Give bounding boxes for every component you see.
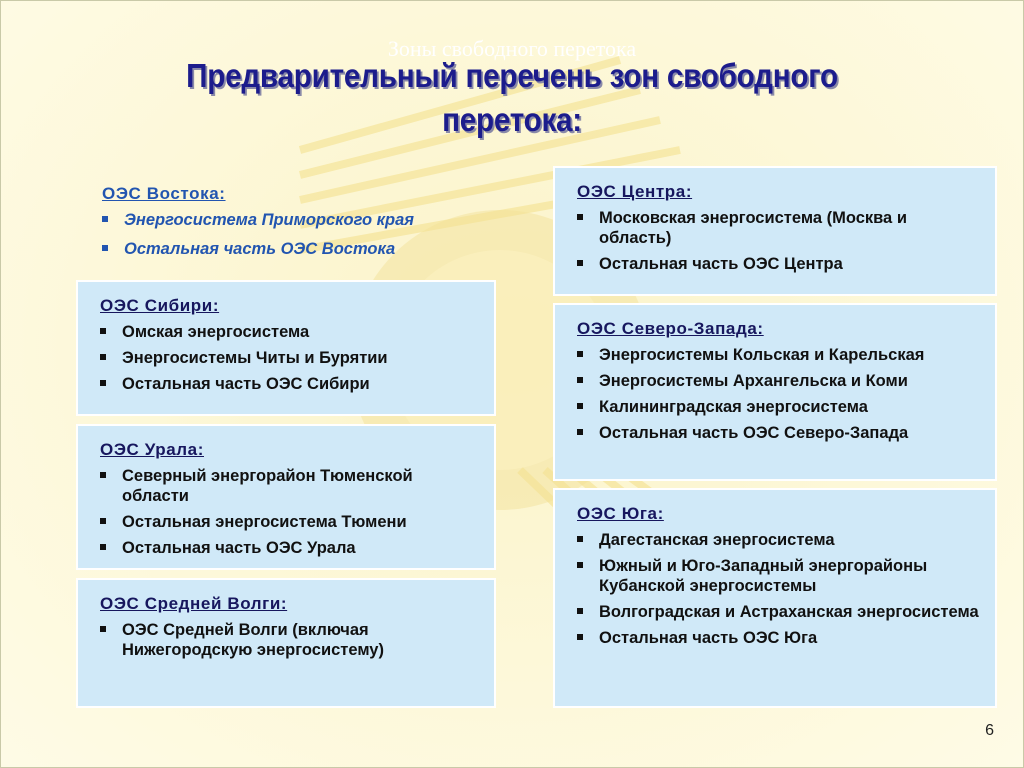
bullet-icon xyxy=(577,403,583,409)
list-item-text: Волгоградская и Астраханская энергосистема xyxy=(599,603,979,621)
box-title: ОЭС Средней Волги: xyxy=(100,594,288,613)
list-item-text: Энергосистемы Читы и Бурятии xyxy=(122,349,388,367)
list-item xyxy=(102,239,478,259)
page-title-line-2: перетока: xyxy=(442,101,582,138)
list-item xyxy=(100,512,478,532)
list-item xyxy=(577,371,979,391)
list-item-text: Остальная часть ОЭС Центра xyxy=(599,255,843,273)
list-item-text: Южный и Юго-Западный энергорайоны Кубанской энергосистемы xyxy=(599,557,928,595)
bullet-icon xyxy=(100,544,106,550)
bullet-icon xyxy=(100,626,106,632)
list-item-text: ОЭС Средней Волги (включая Нижегородскую энергосистему) xyxy=(122,621,384,659)
box-title: ОЭС Центра: xyxy=(577,182,693,201)
list-item xyxy=(100,374,478,394)
box-title: ОЭС Северо-Запада: xyxy=(577,319,764,338)
item-list xyxy=(100,620,478,660)
list-item xyxy=(100,620,478,660)
box-oes-yuga xyxy=(553,488,997,708)
list-item xyxy=(100,322,478,342)
bullet-icon xyxy=(100,354,106,360)
bullet-icon xyxy=(100,472,106,478)
box-oes-srednej-volgi xyxy=(76,578,496,708)
page-title xyxy=(105,54,919,142)
bullet-icon xyxy=(102,216,108,222)
box-title: ОЭС Урала: xyxy=(100,440,204,459)
list-item xyxy=(577,530,979,550)
list-item-text: Остальная энергосистема Тюмени xyxy=(122,513,407,531)
box-oes-vostok xyxy=(78,168,496,276)
list-item-text: Энергосистемы Архангельска и Коми xyxy=(599,372,908,390)
list-item xyxy=(100,348,478,368)
box-title: ОЭС Сибири: xyxy=(100,296,220,315)
list-item-text: Омская энергосистема xyxy=(122,323,310,341)
list-item xyxy=(577,628,979,648)
box-oes-ural xyxy=(76,424,496,570)
list-item xyxy=(102,210,478,230)
bullet-icon xyxy=(100,380,106,386)
item-list xyxy=(102,210,478,259)
list-item-text: Калининградская энергосистема xyxy=(599,398,868,416)
item-list xyxy=(577,530,979,648)
list-item-text: Остальная часть ОЭС Сибири xyxy=(122,375,370,393)
list-item-text: Северный энергорайон Тюменской области xyxy=(122,467,413,505)
bullet-icon xyxy=(577,214,583,220)
bullet-icon xyxy=(102,245,108,251)
bullet-icon xyxy=(100,328,106,334)
item-list xyxy=(100,466,478,558)
page-title-line-1: Предварительный перечень зон свободного xyxy=(186,57,838,94)
bullet-icon xyxy=(577,536,583,542)
list-item xyxy=(577,208,979,248)
bullet-icon xyxy=(100,518,106,524)
item-list xyxy=(100,322,478,394)
item-list xyxy=(577,345,979,443)
ghost-title: Зоны свободного перетока xyxy=(387,36,637,61)
item-list xyxy=(577,208,979,274)
bullet-icon xyxy=(577,562,583,568)
list-item xyxy=(100,466,478,506)
bullet-icon xyxy=(577,377,583,383)
bullet-icon xyxy=(577,260,583,266)
list-item-text: Остальная часть ОЭС Востока xyxy=(124,240,396,258)
list-item-text: Энергосистемы Кольская и Карельская xyxy=(599,346,925,364)
list-item xyxy=(577,423,979,443)
box-oes-centra xyxy=(553,166,997,296)
list-item xyxy=(577,397,979,417)
list-item xyxy=(577,254,979,274)
list-item-text: Энергосистема Приморского края xyxy=(124,211,414,229)
bullet-icon xyxy=(577,634,583,640)
bullet-icon xyxy=(577,429,583,435)
list-item-text: Московская энергосистема (Москва и область) xyxy=(599,209,907,247)
list-item xyxy=(577,602,979,622)
box-oes-sibir xyxy=(76,280,496,416)
list-item-text: Остальная часть ОЭС Урала xyxy=(122,539,356,557)
page-number: 6 xyxy=(985,722,994,739)
list-item-text: Дагестанская энергосистема xyxy=(599,531,835,549)
box-title: ОЭС Востока: xyxy=(102,184,226,203)
bullet-icon xyxy=(577,351,583,357)
box-title: ОЭС Юга: xyxy=(577,504,664,523)
list-item-text: Остальная часть ОЭС Северо-Запада xyxy=(599,424,909,442)
bullet-icon xyxy=(577,608,583,614)
box-oes-severo-zapada xyxy=(553,303,997,481)
list-item-text: Остальная часть ОЭС Юга xyxy=(599,629,818,647)
list-item xyxy=(100,538,478,558)
list-item xyxy=(577,556,979,596)
list-item xyxy=(577,345,979,365)
